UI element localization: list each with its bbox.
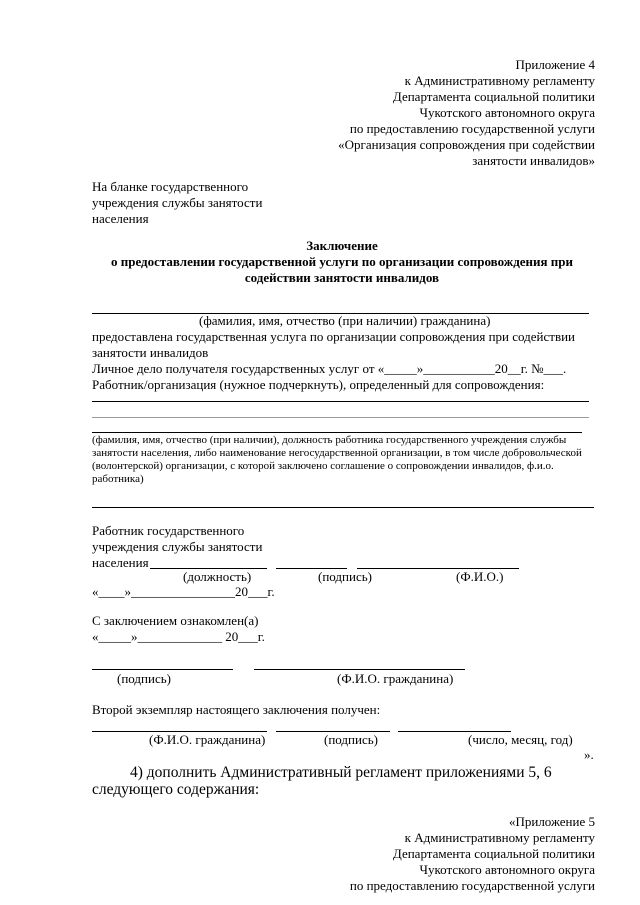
second-copy-label: Второй экземпляр настоящего заключения получен: <box>92 702 381 717</box>
worker-signature-label <box>92 523 262 571</box>
worker-org-blank-line <box>92 417 589 418</box>
acquainted-signature-line <box>92 669 233 670</box>
worker-date-line: «____»________________20___г. <box>92 584 275 599</box>
appendix5-header <box>350 814 595 894</box>
note-line: работника) <box>92 473 144 485</box>
appendix4-header <box>338 57 595 169</box>
note-line: (фамилия, имя, отчество (при наличии), должность работника государственного учреждения службы <box>92 434 567 446</box>
second-copy-fio-caption: (Ф.И.О. гражданина) <box>149 732 266 747</box>
acquainted-signature-caption: (подпись) <box>117 671 171 686</box>
letterhead-line: На бланке государственного <box>92 179 249 194</box>
provided-text-line2: занятости инвалидов <box>92 345 209 360</box>
acquainted-fio-caption: (Ф.И.О. гражданина) <box>337 671 454 686</box>
note-line: (волонтерской) организации, с которой заключено соглашение о сопровождении инвалидов, ф.и.о. <box>92 460 554 472</box>
document-title <box>92 238 592 286</box>
letterhead-line: населения <box>92 211 149 226</box>
appendix5-line: «Приложение 5 <box>508 814 595 829</box>
appendix4-line: Департамента социальной политики <box>392 89 595 104</box>
position-caption: (должность) <box>183 569 252 584</box>
title-line: о предоставлении государственной услуги по организации сопровождения при <box>110 254 574 269</box>
worker-org-note <box>92 434 582 486</box>
title-line: содействии занятости инвалидов <box>244 270 440 285</box>
second-copy-signature-caption: (подпись) <box>324 732 378 747</box>
appendix5-line: Чукотского автономного округа <box>419 862 595 877</box>
appendix4-line: Чукотского автономного округа <box>419 105 595 120</box>
closing-quote: ». <box>584 747 594 762</box>
worker-signature-line: населения <box>92 555 149 570</box>
appendix5-line: Департамента социальной политики <box>392 846 595 861</box>
title-line: Заключение <box>306 238 378 253</box>
appendix5-line: к Административному регламенту <box>404 830 595 845</box>
personal-file-line: Личное дело получателя государственных услуг от «_____»___________20__г. №___. <box>92 361 567 376</box>
second-copy-date-caption: (число, месяц, год) <box>468 732 573 747</box>
fio-caption: (Ф.И.О.) <box>456 569 504 584</box>
note-line: занятости населения, либо наименование негосударственной организации, в том числе добровольческой <box>92 447 582 459</box>
worker-signature-line: учреждения службы занятости <box>92 539 263 554</box>
acquainted-fio-line <box>254 669 465 670</box>
worker-signature-line: Работник государственного <box>92 523 245 538</box>
acquainted-date-line: «_____»_____________ 20___г. <box>92 629 265 644</box>
worker-org-label: Работник/организация (нужное подчеркнуть), определенный для сопровождения: <box>92 377 545 392</box>
separator-line <box>92 507 594 508</box>
amendment-line1: 4) дополнить Административный регламент приложениями 5, 6 <box>130 764 552 781</box>
amendment-line2: следующего содержания: <box>92 781 260 798</box>
signature-caption: (подпись) <box>318 569 372 584</box>
letterhead-line: учреждения службы занятости <box>92 195 263 210</box>
letterhead-note <box>92 179 262 227</box>
appendix4-line: «Организация сопровождения при содействии <box>338 137 595 152</box>
provided-text-line1: предоставлена государственная услуга по организации сопровождения при содействии <box>92 329 575 344</box>
acquainted-label: С заключением ознакомлен(а) <box>92 613 259 628</box>
appendix4-line: Приложение 4 <box>515 57 595 72</box>
citizen-fio-caption: (фамилия, имя, отчество (при наличии) гражданина) <box>199 313 491 328</box>
worker-org-blank-line <box>92 401 589 402</box>
worker-org-blank-line <box>92 432 582 433</box>
appendix4-line: занятости инвалидов» <box>472 153 595 168</box>
appendix4-line: по предоставлению государственной услуги <box>349 121 595 136</box>
appendix5-line: по предоставлению государственной услуги <box>349 878 595 893</box>
appendix4-line: к Административному регламенту <box>404 73 595 88</box>
